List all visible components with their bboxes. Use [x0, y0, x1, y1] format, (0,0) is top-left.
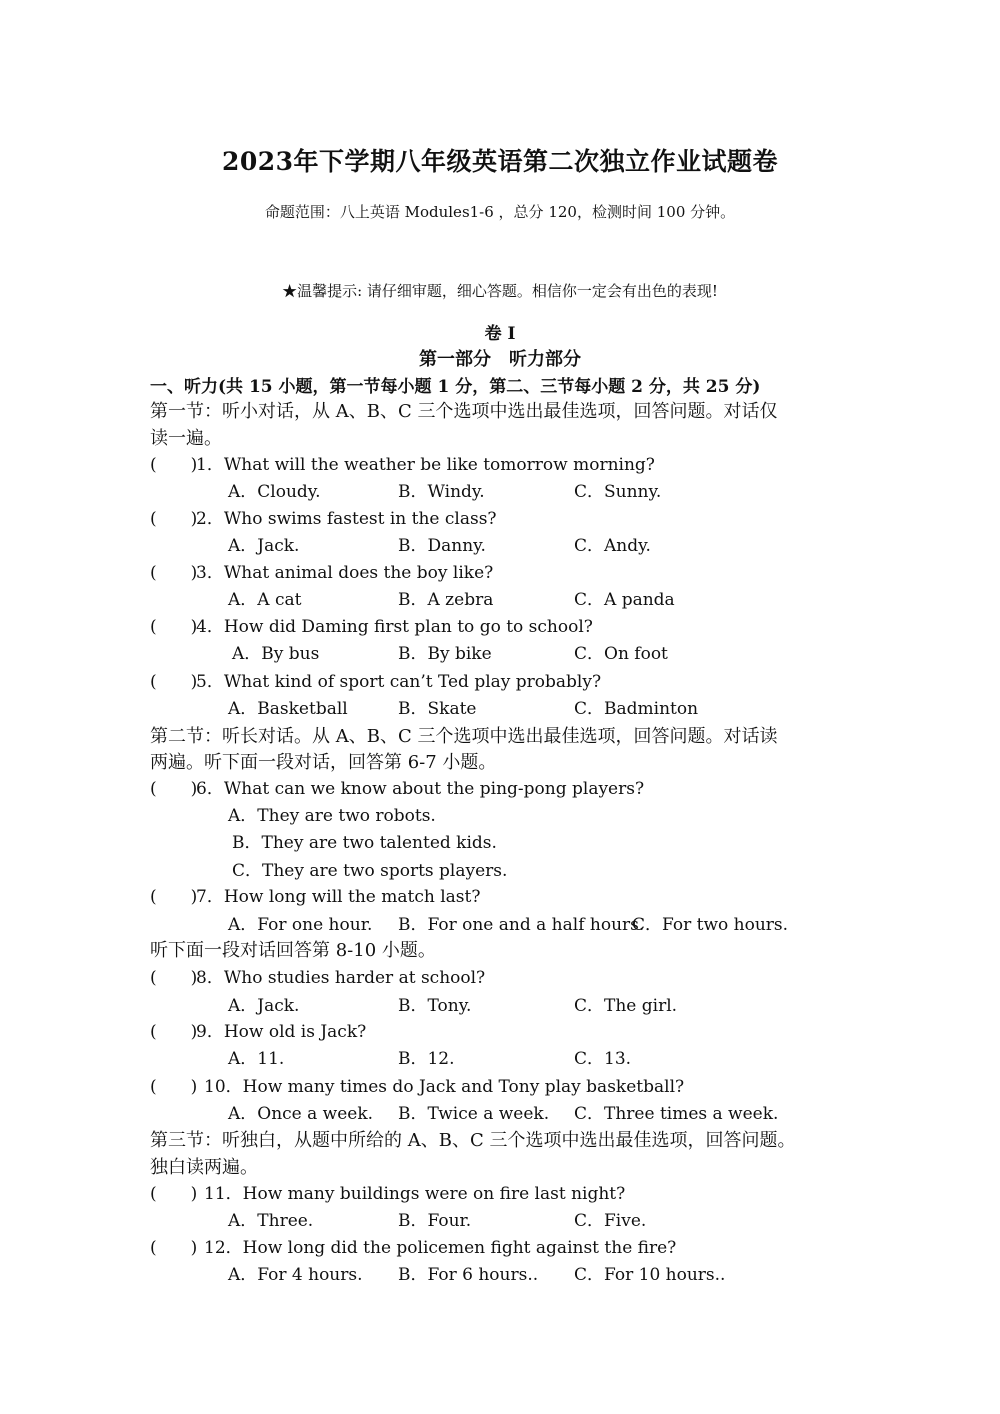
option-a: A．Basketball — [228, 699, 348, 719]
answer-blank[interactable]: ( ) — [150, 509, 198, 529]
question-11: 11．How many buildings were on fire last night? — [204, 1184, 626, 1204]
answer-blank[interactable]: ( ) — [150, 1238, 198, 1258]
option-a: A．Jack. — [228, 996, 300, 1016]
option-c: C．Sunny. — [574, 482, 662, 502]
section1-instruction-line1: 第一节：听小对话，从 A、B、C 三个选项中选出最佳选项，回答问题。对话仅 — [150, 401, 778, 422]
option-b: B．Skate — [398, 699, 477, 719]
section3-instruction-line1: 第三节：听独白，从题中所给的 A、B、C 三个选项中选出最佳选项，回答问题。 — [150, 1130, 796, 1151]
page-title: 2023年下学期八年级英语第二次独立作业试题卷 — [221, 147, 779, 176]
answer-blank[interactable]: ( ) — [150, 1184, 198, 1204]
answer-blank[interactable]: ( ) — [150, 968, 198, 988]
option-a: A．For one hour. — [228, 915, 373, 935]
question-8: 8．Who studies harder at school? — [196, 968, 486, 988]
option-a: A．11. — [228, 1049, 285, 1069]
option-c: C．They are two sports players. — [232, 861, 508, 881]
question-6: 6．What can we know about the ping-pong players? — [196, 779, 645, 799]
option-a: A．Once a week. — [228, 1104, 374, 1124]
answer-blank[interactable]: ( ) — [150, 779, 198, 799]
option-a: A．They are two robots. — [228, 806, 436, 826]
option-c: C．13. — [574, 1049, 632, 1069]
answer-blank[interactable]: ( ) — [150, 455, 198, 475]
dialogue-instruction: 听下面一段对话回答第 8-10 小题。 — [150, 940, 436, 961]
option-c: C．Andy. — [574, 536, 651, 556]
answer-blank[interactable]: ( ) — [150, 672, 198, 692]
section-heading: 一、听力(共 15 小题，第一节每小题 1 分，第二、三节每小题 2 分，共 25 分) — [150, 377, 761, 397]
option-b: B．A zebra — [398, 590, 494, 610]
option-c: C．On foot — [574, 644, 668, 664]
option-b: B．By bike — [398, 644, 492, 664]
warm-tip: ★温馨提示: 请仔细审题，细心答题。相信你一定会有出色的表现! — [282, 282, 718, 300]
question-3: 3．What animal does the boy like? — [196, 563, 494, 583]
option-c: C．A panda — [574, 590, 675, 610]
exam-scope: 命题范围：八上英语 Modules1-6 ，总分 120，检测时间 100 分钟。 — [264, 203, 736, 221]
option-b: B．Tony. — [398, 996, 472, 1016]
option-a: A．Jack. — [228, 536, 300, 556]
section2-instruction-line2: 两遍。听下面一段对话，回答第 6-7 小题。 — [150, 752, 497, 773]
answer-blank[interactable]: ( ) — [150, 1077, 198, 1097]
section2-instruction-line1: 第二节：听长对话。从 A、B、C 三个选项中选出最佳选项，回答问题。对话读 — [150, 726, 778, 747]
question-4: 4．How did Daming first plan to go to school? — [196, 617, 593, 637]
option-a: A．Cloudy. — [228, 482, 321, 502]
option-a: A．Three. — [228, 1211, 314, 1231]
question-2: 2．Who swims fastest in the class? — [196, 509, 497, 529]
option-b: B．12. — [398, 1049, 455, 1069]
answer-blank[interactable]: ( ) — [150, 617, 198, 637]
option-c: C．The girl. — [574, 996, 678, 1016]
option-a: A．For 4 hours. — [228, 1265, 363, 1285]
question-10: 10．How many times do Jack and Tony play basketball? — [204, 1077, 685, 1097]
option-b: B．Danny. — [398, 536, 486, 556]
option-b: B．For one and a half hours. — [398, 915, 645, 935]
option-a: A．A cat — [228, 590, 302, 610]
answer-blank[interactable]: ( ) — [150, 1022, 198, 1042]
question-7: 7．How long will the match last? — [196, 887, 481, 907]
option-b: B．Four. — [398, 1211, 472, 1231]
option-c: C．Three times a week. — [574, 1104, 779, 1124]
volume-label: 卷 I — [484, 324, 516, 344]
option-b: B．For 6 hours.. — [398, 1265, 539, 1285]
answer-blank[interactable]: ( ) — [150, 887, 198, 907]
option-c: C．Badminton — [574, 699, 699, 719]
part-title: 第一部分 听力部分 — [419, 349, 581, 370]
question-12: 12．How long did the policemen fight against the fire? — [204, 1238, 677, 1258]
option-b: B．Twice a week. — [398, 1104, 550, 1124]
question-1: 1．What will the weather be like tomorrow morning? — [196, 455, 655, 475]
section3-instruction-line2: 独白读两遍。 — [150, 1157, 258, 1178]
question-5: 5．What kind of sport can’t Ted play probably? — [196, 672, 602, 692]
section1-instruction-line2: 读一遍。 — [150, 428, 222, 449]
option-c: C．For 10 hours.. — [574, 1265, 726, 1285]
answer-blank[interactable]: ( ) — [150, 563, 198, 583]
option-c: C．Five. — [574, 1211, 647, 1231]
option-b: B．Windy. — [398, 482, 485, 502]
option-a: A．By bus — [232, 644, 320, 664]
option-b: B．They are two talented kids. — [232, 833, 497, 853]
question-9: 9．How old is Jack? — [196, 1022, 367, 1042]
option-c: C．For two hours. — [632, 915, 789, 935]
